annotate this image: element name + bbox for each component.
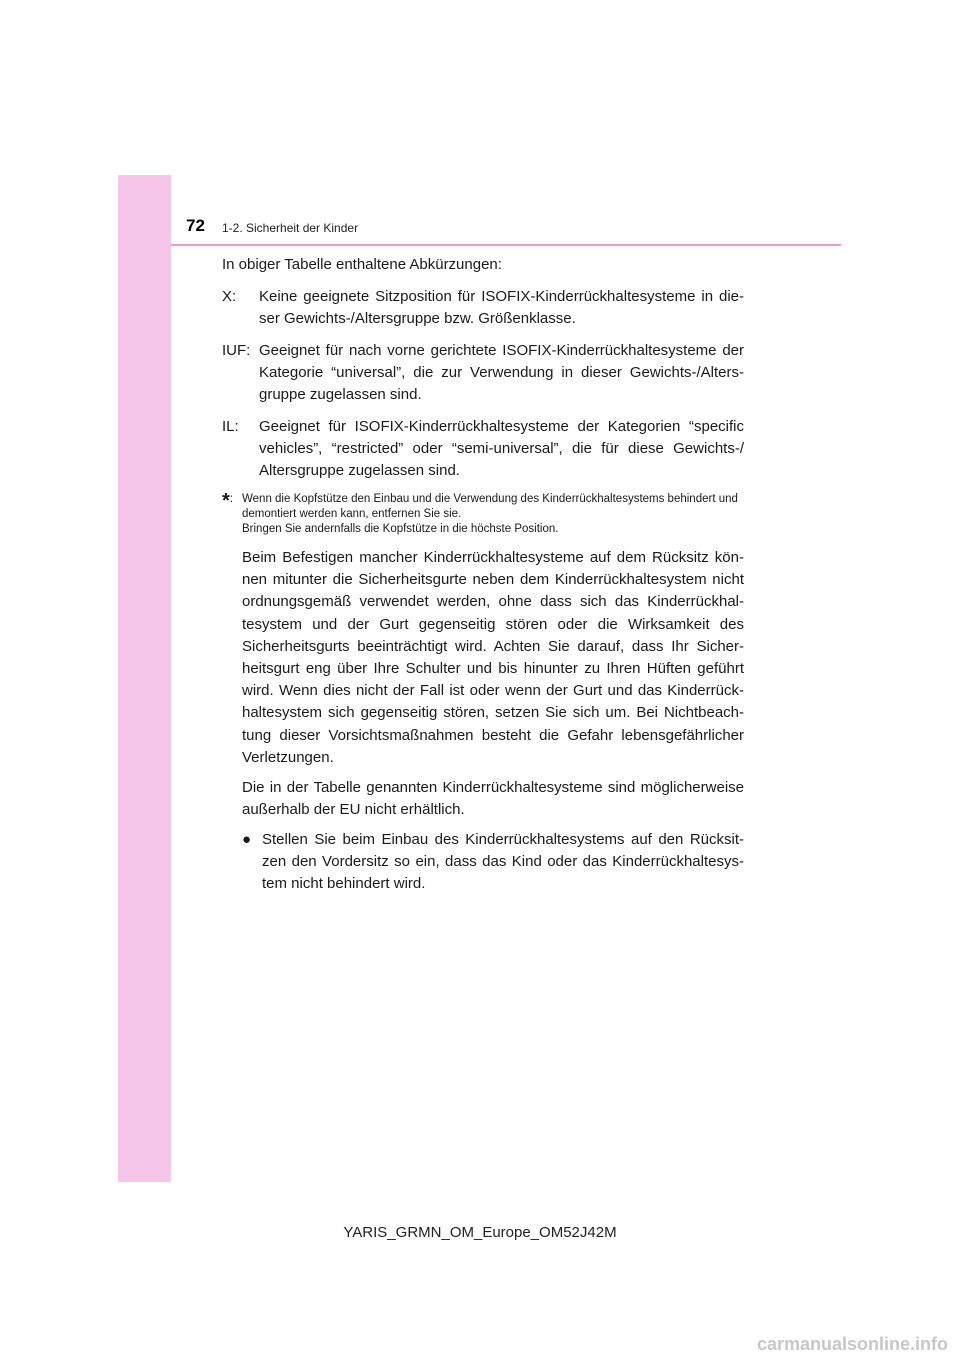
- header-divider: [171, 244, 841, 246]
- bullet-icon: ●: [242, 831, 252, 849]
- seatbelt-paragraph: Beim Befestigen mancher Kinderrückhaltesysteme auf dem Rücksitz können mitunter die Sicherheitsgurte neben dem Kinderrückhaltesystem nicht ordnungsgemäß verwendet werden, ohne dass sich das Kinderrückhaltesystem und der Gurt gegenseitig stören oder die Wirksamkeit des Sicherheitsgurts beeinträchtigt wird. Achten Sie darauf, dass Ihr Sicherheitsgurt eng über Ihre Schulter und bis hinunter zu Ihren Hüften geführt wird. Wenn dies nicht der Fall ist oder wenn der Gurt und das Kinderrückhaltesystem sich gegenseitig stören, setzen Sie sich um. Bei Nichtbeachtung dieser Vorsichtsmaßnahmen besteht die Gefahr lebensgefährlicher Verletzungen.: [242, 549, 744, 766]
- abbreviation-key: IUF:: [222, 342, 251, 359]
- footnote-marker: [222, 492, 242, 537]
- abbreviations-intro: In obiger Tabelle enthaltene Abkürzungen:: [222, 256, 502, 273]
- footnote-line-2: Bringen Sie andernfalls die Kopfstütze in die höchste Position.: [242, 523, 559, 535]
- abbreviation-text: Geeignet für nach vorne gerichtete ISOFIX-Kinderrückhaltesysteme der Kategorie “universal”, die zur Verwendung in dieser Gewichts-/Altersgruppe zugelassen sind.: [259, 342, 744, 403]
- abbreviation-key: X:: [222, 288, 237, 305]
- section-title: 1-2. Sicherheit der Kinder: [222, 221, 359, 235]
- availability-paragraph: Die in der Tabelle genannten Kinderrückhaltesysteme sind möglicherweise außerhalb der EU nicht erhältlich.: [242, 779, 744, 819]
- page-side-tab: [118, 175, 171, 1182]
- footnote-line-1: Wenn die Kopfstütze den Einbau und die Verwendung des Kinderrückhaltesystems behindert und demontiert werden kann, entfernen Sie sie.: [242, 493, 738, 520]
- page-number: 72: [186, 216, 205, 235]
- watermark: carmanualsonline.info: [756, 1334, 948, 1354]
- abbreviation-text: Geeignet für ISOFIX-Kinderrückhaltesysteme der Kategorien “specific vehicles”, “restricted” oder “semi-universal”, die für diese Gewichts-/ Altersgruppe zugelassen sind.: [259, 418, 744, 479]
- body-block: [242, 547, 744, 895]
- page-content: [222, 254, 744, 895]
- footnote-asterisk: *: [222, 490, 230, 512]
- abbreviation-x: [222, 286, 744, 330]
- abbreviation-text: Keine geeignete Sitzposition für ISOFIX-Kinderrückhaltesysteme in dieser Gewichts-/Altersgruppe bzw. Größenklasse.: [259, 288, 744, 327]
- abbreviation-key: IL:: [222, 418, 239, 435]
- bullet-item: [242, 829, 744, 895]
- footnote-colon: :: [229, 493, 233, 505]
- document-code: YARIS_GRMN_OM_Europe_OM52J42M: [343, 1224, 617, 1241]
- abbreviation-il: [222, 416, 744, 482]
- footnote: [222, 492, 744, 537]
- bullet-text: Stellen Sie beim Einbau des Kinderrückhaltesystems auf den Rücksitzen den Vordersitz so ein, dass das Kind oder das Kinderrückhaltesystem nicht behindert wird.: [262, 831, 744, 893]
- abbreviation-iuf: [222, 340, 744, 406]
- footnote-body: [242, 492, 744, 537]
